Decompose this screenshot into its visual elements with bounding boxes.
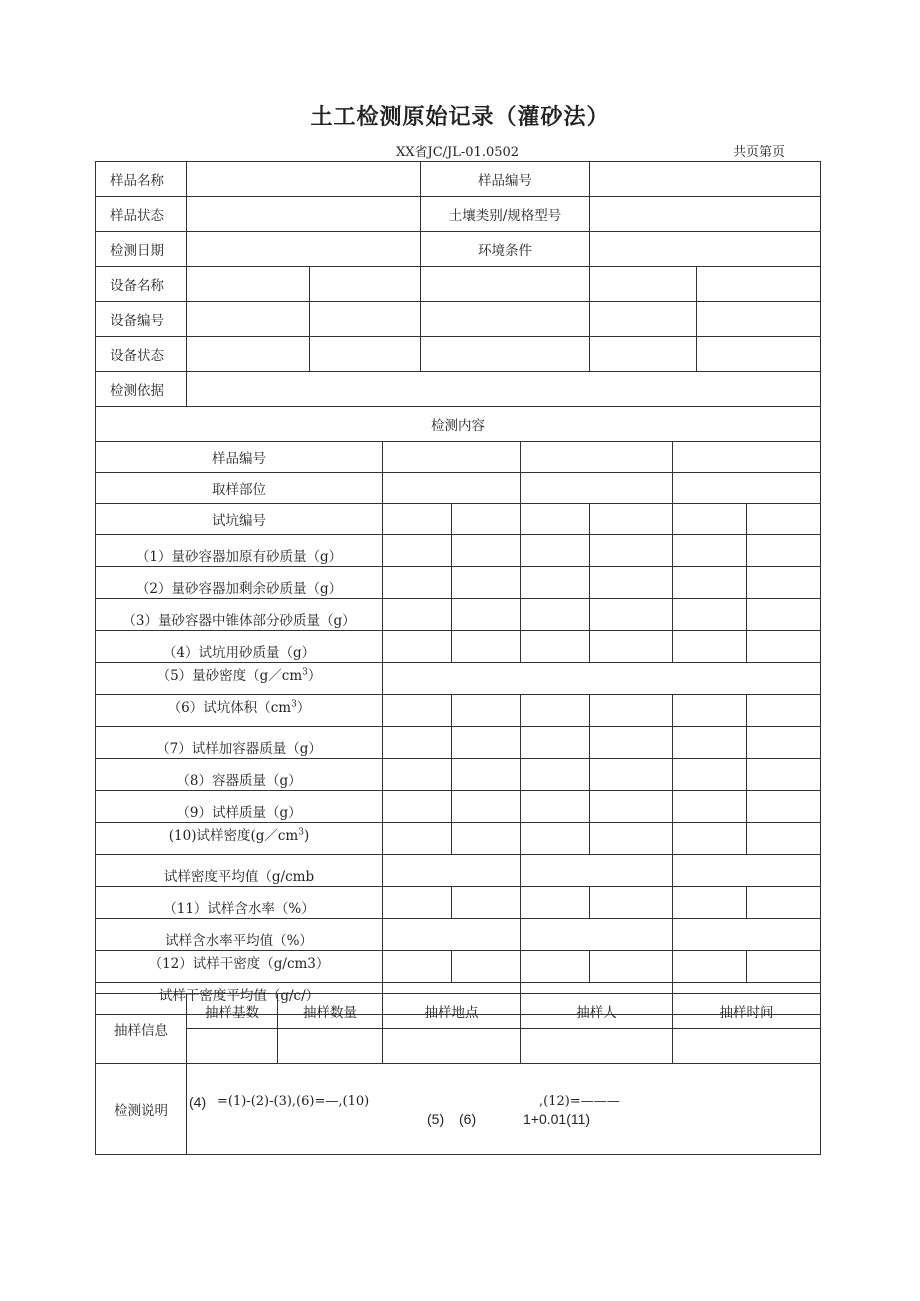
label-notes: 检测说明 [96,1064,187,1155]
field-test-date[interactable] [187,232,421,267]
cell[interactable] [452,504,521,535]
cell[interactable] [521,504,590,535]
row-r4 [96,631,821,663]
row-r10 [96,823,821,855]
cell[interactable] [187,267,310,302]
cell[interactable] [673,631,747,663]
cell[interactable] [452,759,521,791]
page-count: 共页第页 [733,145,786,160]
cell[interactable] [383,791,452,823]
cell[interactable] [310,302,421,337]
cell[interactable] [521,567,590,599]
row-sampling-header [96,994,821,1029]
cell[interactable] [747,599,821,631]
cell[interactable] [383,599,452,631]
cell[interactable] [452,887,521,919]
cell[interactable] [187,1029,278,1064]
row-r3 [96,599,821,631]
cell[interactable] [673,1029,821,1064]
cell[interactable] [747,759,821,791]
cell[interactable] [383,473,521,504]
cell[interactable] [310,337,421,372]
label-sample-no: 样品编号 [421,162,590,197]
label-r9: （9）试样质量（g） [96,791,383,823]
label-r3: （3）量砂容器中锥体部分砂质量（g） [96,599,383,631]
field-sample-state[interactable] [187,197,421,232]
row-sample-state [96,197,821,232]
cell[interactable] [278,1029,383,1064]
label-sample-no: 样品编号 [96,442,383,473]
label-avg-moisture: 试样含水率平均值（%） [96,919,383,951]
cell[interactable] [383,663,821,695]
label-sampling: 抽样信息 [96,994,187,1064]
row-basis [96,372,821,407]
label-soil-type: 土壤类别/规格型号 [421,197,590,232]
cell[interactable] [521,1029,673,1064]
cell[interactable] [383,919,521,951]
cell[interactable] [673,791,747,823]
cell[interactable] [747,695,821,727]
cell[interactable] [697,337,821,372]
cell[interactable] [452,599,521,631]
label-pit-no: 试坑编号 [96,504,383,535]
label-r8: （8）容器质量（g） [96,759,383,791]
cell[interactable] [590,695,673,727]
label-device-no: 设备编号 [96,302,187,337]
cell[interactable] [590,535,673,567]
sampling-table [95,993,821,1155]
row-location [96,473,821,504]
formula-part: =(1)-(2)-(3),(6)=—,(10) [217,1094,370,1109]
content-table [95,406,821,1015]
cell[interactable] [421,337,590,372]
cell[interactable] [452,791,521,823]
row-avg-density [96,855,821,887]
cell[interactable] [521,919,673,951]
field-soil-type[interactable] [590,197,821,232]
label-sample-name: 样品名称 [96,162,187,197]
cell[interactable] [673,823,747,855]
row-device-state [96,337,821,372]
cell[interactable] [187,337,310,372]
cell[interactable] [590,337,697,372]
row-r7 [96,727,821,759]
cell[interactable] [421,302,590,337]
row-r11 [96,887,821,919]
cell[interactable] [673,535,747,567]
field-basis[interactable] [187,372,821,407]
label-location: 取样部位 [96,473,383,504]
row-r2 [96,567,821,599]
cell[interactable] [590,504,673,535]
header-qty: 抽样数量 [278,994,383,1029]
cell[interactable] [590,727,673,759]
cell[interactable] [521,473,673,504]
cell[interactable] [697,302,821,337]
cell[interactable] [673,567,747,599]
content-title: 检测内容 [96,407,821,442]
cell[interactable] [452,631,521,663]
cell[interactable] [452,567,521,599]
cell[interactable] [521,791,590,823]
label-r12: （12）试样干密度（g/cm3） [96,951,383,983]
row-notes [96,1064,821,1155]
label-r5-text: （5）量砂密度（g／cm [156,668,303,684]
label-device-state: 设备状态 [96,337,187,372]
row-pit-no [96,504,821,535]
cell[interactable] [383,855,521,887]
cell[interactable] [590,302,697,337]
cell[interactable] [187,302,310,337]
cell[interactable] [452,727,521,759]
cell[interactable] [310,267,421,302]
row-r6 [96,695,821,727]
cell[interactable] [590,951,673,983]
cell[interactable] [383,759,452,791]
formula [187,1064,820,1154]
row-device-no [96,302,821,337]
formula-denominator: (6) [459,1111,477,1127]
label-sample-state: 样品状态 [96,197,187,232]
page-title: 土工检测原始记录（灌砂法） [310,105,610,130]
cell[interactable] [673,759,747,791]
cell[interactable] [521,695,590,727]
header-time: 抽样时间 [673,994,821,1029]
header-person: 抽样人 [521,994,673,1029]
row-sample-no [96,442,821,473]
cell[interactable] [673,887,747,919]
label-r4: （4）试坑用砂质量（g） [96,631,383,663]
row-r5 [96,663,821,695]
label-device-name: 设备名称 [96,267,187,302]
cell[interactable] [383,695,452,727]
label-r1: （1）量砂容器加原有砂质量（g） [96,535,383,567]
row-sample-name [96,162,821,197]
cell[interactable] [521,855,673,887]
header-place: 抽样地点 [383,994,521,1029]
cell[interactable] [383,504,452,535]
formula-denominator: (5) [427,1111,445,1127]
form-code: XX省JC/JL-01.0502 [396,145,520,160]
header-base: 抽样基数 [187,994,278,1029]
label-r10: (10)试样密度$(g/cm^3)$ [96,823,383,855]
cell[interactable] [521,631,590,663]
cell[interactable] [521,951,590,983]
row-r9 [96,791,821,823]
formula-part: (4) [189,1094,207,1110]
info-table [95,161,821,407]
label-avg-dry: 试样干密度平均值（g/c/） [96,983,383,1015]
cell[interactable] [590,599,673,631]
formula-part: ,(12)=——— [539,1094,620,1109]
cell[interactable] [383,951,452,983]
label-r6: （6）试坑体积$(cm^3)$ [96,695,383,727]
cell[interactable] [747,727,821,759]
row-test-date [96,232,821,267]
cell[interactable] [521,727,590,759]
cell[interactable] [697,267,821,302]
cell[interactable] [673,855,821,887]
label-r11: （11）试样含水率（%） [96,887,383,919]
cell[interactable] [590,567,673,599]
cell[interactable] [383,727,452,759]
label-test-date: 检测日期 [96,232,187,267]
cell[interactable] [747,567,821,599]
cell[interactable] [521,887,590,919]
row-r8 [96,759,821,791]
cell[interactable] [383,535,452,567]
cell[interactable] [521,759,590,791]
label-r10-text: (10)试样密度(g／cm [168,828,299,844]
cell[interactable] [673,951,747,983]
cell[interactable] [383,631,452,663]
row-device-name [96,267,821,302]
row-r12 [96,951,821,983]
label-basis: 检测依据 [96,372,187,407]
cell[interactable] [747,823,821,855]
cell[interactable] [747,951,821,983]
cell[interactable] [421,267,590,302]
field-env[interactable] [590,232,821,267]
cell[interactable] [521,823,590,855]
cell[interactable] [673,727,747,759]
cell[interactable] [673,473,821,504]
cell[interactable] [452,823,521,855]
cell[interactable] [673,442,821,473]
cell[interactable] [673,919,821,951]
cell[interactable] [590,759,673,791]
formula-denominator: 1+0.01(11) [523,1111,591,1127]
notes-formula-cell [187,1064,821,1155]
cell[interactable] [383,887,452,919]
field-sample-no[interactable] [590,162,821,197]
cell[interactable] [521,535,590,567]
cell[interactable] [383,1029,521,1064]
cell[interactable] [747,504,821,535]
cell[interactable] [383,567,452,599]
label-avg-density: 试样密度平均值（g/cmb [96,855,383,887]
label-r7: （7）试样加容器质量（g） [96,727,383,759]
cell[interactable] [747,535,821,567]
field-sample-name[interactable] [187,162,421,197]
cell[interactable] [521,599,590,631]
cell[interactable] [521,442,673,473]
label-r6-text: （6）试坑体积（cm [167,700,292,716]
row-r1 [96,535,821,567]
row-content-title [96,407,821,442]
cell[interactable] [383,823,452,855]
cell[interactable] [590,823,673,855]
cell[interactable] [590,631,673,663]
cell[interactable] [747,887,821,919]
cell[interactable] [747,791,821,823]
cell[interactable] [383,442,521,473]
cell[interactable] [452,535,521,567]
cell[interactable] [590,791,673,823]
cell[interactable] [590,887,673,919]
cell[interactable] [673,599,747,631]
cell[interactable] [673,504,747,535]
label-r5: （5）量砂密度$(g/cm^3)$ [96,663,383,695]
cell[interactable] [673,695,747,727]
cell[interactable] [452,951,521,983]
label-env: 环境条件 [421,232,590,267]
label-r2: （2）量砂容器加剩余砂质量（g） [96,567,383,599]
row-avg-moisture [96,919,821,951]
row-sampling-values [96,1029,821,1064]
cell[interactable] [590,267,697,302]
cell[interactable] [747,631,821,663]
cell[interactable] [452,695,521,727]
